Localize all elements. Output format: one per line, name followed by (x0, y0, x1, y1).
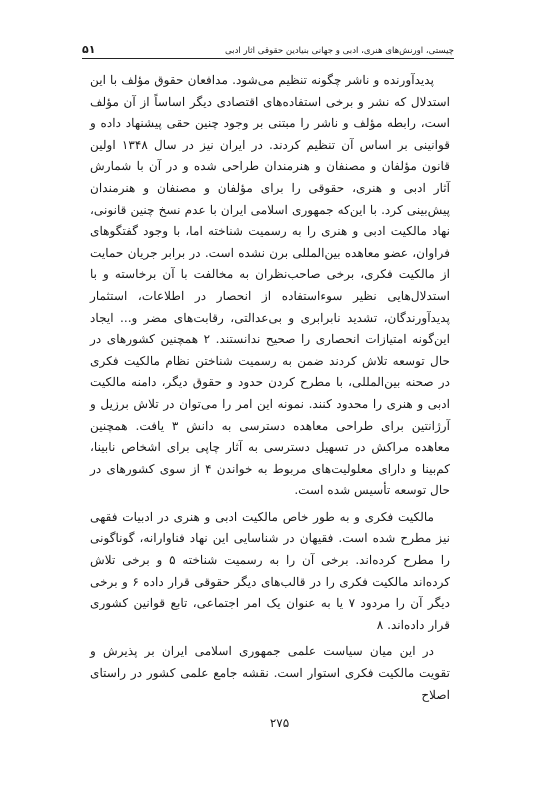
running-title: چیستی، آورنش‌های هنری، ادبی و جهانی بنیادین حقوقی آثار ادبی (225, 46, 454, 56)
body-text (90, 70, 450, 706)
paragraph: در این میان سیاست علمی جمهوری اسلامی ایران بر پذیرش و تقویت مالکیت فکری استوار است. نقشه جامع علمی کشور در راستای اصلاح (90, 644, 450, 702)
running-header (82, 34, 454, 56)
header-rule (82, 58, 454, 59)
paragraph: پدیدآورنده و ناشر چگونه تنظیم می‌شود. مدافعان حقوق مؤلف با این استدلال که نشر و برخی استفاده‌های اقتصادی دیگر اساساً از آن مؤلف است، رابطه مؤلف و ناشر را مبتنی بر وجود چنین حقی پیشنهاد داده و قوانینی بر اساس آن تنظیم کردند. در ایران نیز در سال ۱۳۴۸ اولین قانون مؤلفان و مصنفان و هنرمندان طراحی شده و در آن با شمارش آثار ادبی و هنری، حقوقی را برای مؤلفان و مصنفان و هنرمندان پیش‌بینی کرد. با این‌که جمهوری اسلامی ایران با عدم نسخ چنین قانونی، نهاد مالکیت ادبی و هنری را به رسمیت شناخته اما، با وجود گفتگوهای فراوان، عضو معاهده بین‌المللی برن نشده است. در برابر جریان حمایت از مالکیت فکری، برخی صاحب‌نظران به مخالفت با آن برخاسته و با استدلال‌هایی نظیر سوءاستفاده از انحصار در اطلاعات، استثمار پدیدآورندگان، تشدید نابرابری و بی‌عدالتی، رقابت‌های مضر و... ایجاد این‌گونه امتیازات انحصاری را صحیح ندانستند. ۲ همچنین کشورهای در حال توسعه تلاش کردند ضمن به رسمیت شناختن نظام مالکیت فکری در صحنه بین‌المللی، با مطرح کردن حدود و حقوق دیگر، دامنه مالکیت ادبی و هنری را محدود کنند. نمونه این امر را می‌توان در تلاش برزیل و آرژانتین برای طراحی معاهده دسترسی به دانش ۳ یافت. همچنین معاهده مراکش در تسهیل دسترسی به آثار چاپی برای اشخاص نابینا، کم‌بینا و دارای معلولیت‌های مربوط به خواندن ۴ از سوی کشورهای در حال توسعه تأسیس شده است. (90, 73, 450, 498)
footer-page-number: ۲۷۵ (269, 716, 290, 730)
paragraph: مالکیت فکری و به طور خاص مالکیت ادبی و هنری در ادبیات فقهی نیز مطرح شده است. فقیهان در شناسایی این نهاد فناوارانه، گوناگونی را مطرح کرده‌اند. برخی آن را به رسمیت شناخته ۵ و برخی تلاش کرده‌اند مالکیت فکری را در قالب‌های دیگر حقوقی قرار داده ۶ و برخی دیگر آن را مردود ۷ یا به عنوان یک امر اجتماعی، تابع قوانین کشوری قرار داده‌اند. ۸ (90, 509, 451, 632)
header-page-number: ۵۱ (82, 43, 96, 56)
